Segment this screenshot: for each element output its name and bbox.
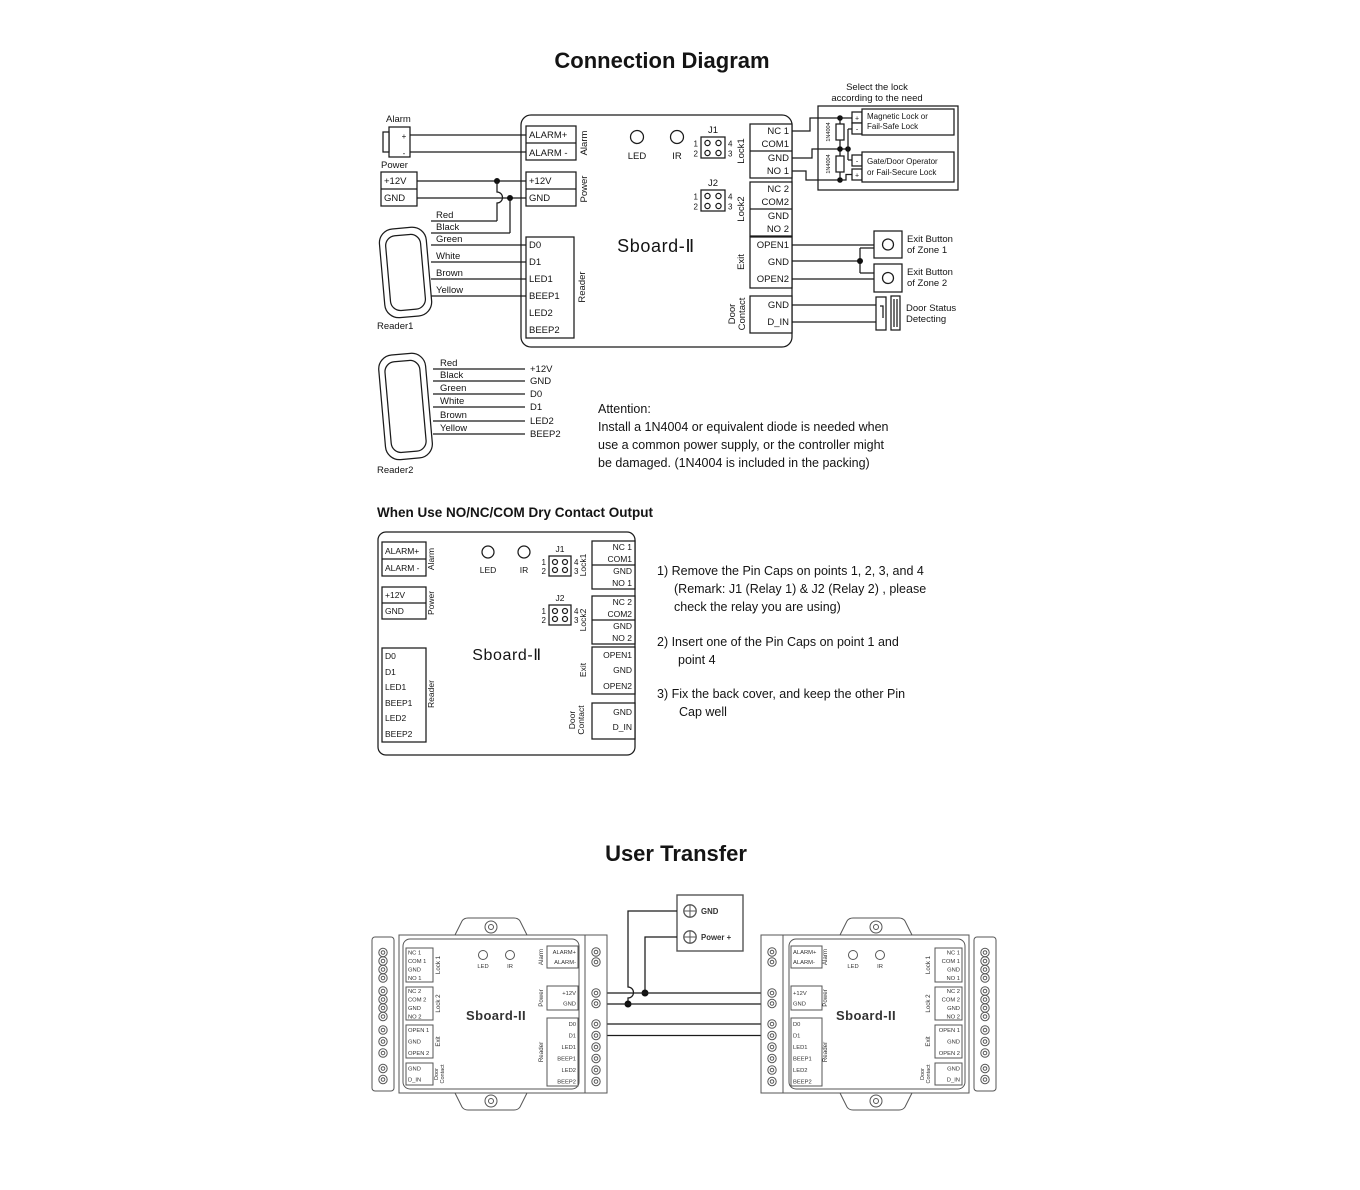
group-label-reader: Reader: [577, 271, 588, 303]
attention-title: Attention:: [598, 402, 651, 416]
terminal-label: NO 1: [408, 976, 422, 982]
wire-color-label: Red: [440, 358, 458, 369]
terminal-label: NC 2: [612, 597, 632, 607]
terminal-label: LED1: [385, 682, 407, 692]
terminal-label: NO 2: [946, 1014, 960, 1021]
group-label-lock1: Lock1: [578, 553, 588, 577]
terminal-label: BEEP1: [793, 1056, 812, 1063]
group-label-power: Power: [822, 989, 829, 1007]
terminal-label: GND: [793, 1001, 806, 1008]
instruction-step3: 3) Fix the back cover, and keep the other Pin: [657, 687, 906, 701]
minus-sign: -: [402, 149, 406, 158]
wire-color-label: Yellow: [440, 423, 468, 434]
terminal-label: NC 1: [612, 542, 632, 552]
group-label-exit: Exit: [578, 662, 588, 678]
user-transfer-title: User Transfer: [605, 841, 747, 866]
pin-number: 3: [728, 149, 733, 159]
terminal-label: LED1: [793, 1045, 808, 1051]
terminal-label: NC 1: [408, 950, 422, 957]
terminal-label: OPEN1: [756, 240, 789, 251]
main-controller-board: [521, 115, 792, 347]
dry-contact-board: [378, 532, 635, 755]
group-label-lock1: Lock 1: [925, 955, 932, 975]
terminal-label: D0: [529, 240, 542, 251]
terminal-label: NO 1: [946, 976, 960, 982]
select-note-line1: Select the lock: [846, 82, 908, 93]
group-label-reader: Reader: [538, 1041, 545, 1063]
board-name: Sboard-II: [836, 1008, 896, 1023]
diode-label: 1N4004: [826, 122, 832, 142]
lock-a-line1: Magnetic Lock or: [867, 112, 928, 121]
junction-power-label: Power +: [701, 933, 732, 942]
terminal-label: GND: [613, 566, 632, 576]
screw-terminal-icon: [684, 931, 696, 943]
led-label: LED: [479, 565, 497, 575]
j1-label: J1: [707, 125, 719, 136]
reader2-label: Reader2: [377, 465, 414, 476]
group-label-door-contact: Contact: [926, 1064, 932, 1084]
wire-color-label: Brown: [436, 268, 463, 279]
lock-b-line1: Gate/Door Operator: [867, 157, 938, 166]
group-label-lock1: Lock1: [736, 138, 747, 164]
terminal-label: GND: [384, 193, 406, 204]
diode-label: 1N4004: [826, 154, 832, 174]
terminal-label: GND: [563, 1001, 576, 1008]
minus-sign: -: [855, 158, 859, 166]
group-label-door: Door: [727, 303, 738, 325]
board-name: Sboard-Ⅱ: [617, 236, 695, 256]
minus-sign: -: [855, 126, 859, 134]
terminal-label: COM2: [761, 197, 789, 208]
lock-a-line2: Fail-Safe Lock: [867, 122, 919, 131]
pin-number: 2: [541, 567, 546, 576]
select-note-line2: according to the need: [831, 93, 923, 104]
terminal-label: LED1: [561, 1045, 576, 1051]
pin-number: 2: [693, 149, 698, 159]
attention-note: [598, 402, 889, 470]
pin-number: 4: [574, 607, 579, 616]
group-label-alarm: Alarm: [822, 948, 829, 966]
wire-target-label: +12V: [530, 364, 553, 375]
terminal-label: GND: [947, 1066, 960, 1073]
group-label-door: Door: [567, 710, 577, 730]
terminal-label: GND: [408, 1006, 421, 1012]
terminal-label: +12V: [384, 176, 407, 187]
pin-number: 2: [693, 202, 698, 212]
instruction-step3-cont: Cap well: [679, 705, 727, 719]
terminal-label: +12V: [793, 991, 807, 997]
terminal-label: D_IN: [946, 1077, 960, 1084]
ir-label: IR: [672, 151, 682, 162]
pin-number: 3: [574, 616, 579, 625]
terminal-label: D_IN: [612, 722, 632, 732]
terminal-label: D1: [385, 667, 396, 677]
terminal-label: D_IN: [767, 317, 789, 328]
pin-number: 2: [541, 616, 546, 625]
terminal-label: GND: [408, 1066, 421, 1073]
plus-sign: +: [401, 132, 407, 141]
terminal-label: NC 2: [408, 989, 422, 995]
terminal-strip: [372, 937, 394, 1091]
terminal-label: NO 2: [766, 224, 789, 235]
screw-terminal-icon: [684, 905, 696, 917]
led-indicator-icon: [482, 546, 494, 558]
led-label: LED: [847, 964, 859, 970]
reader2: [377, 352, 561, 476]
right-module: [761, 918, 996, 1110]
wire-target-label: BEEP2: [530, 429, 561, 440]
terminal-label: NO 2: [408, 1014, 422, 1021]
wire-target-label: D0: [530, 389, 543, 400]
terminal-label: NC 1: [946, 950, 960, 957]
group-label-exit: Exit: [435, 1036, 442, 1047]
junction-gnd-label: GND: [701, 907, 719, 916]
wire-color-label: Green: [436, 234, 463, 245]
left-module: [372, 918, 607, 1110]
terminal-label: LED2: [561, 1068, 576, 1074]
door-status-line2: Detecting: [906, 314, 947, 325]
pin-number: 1: [541, 607, 546, 616]
terminal-label: GND: [947, 1006, 960, 1012]
terminal-label: COM1: [761, 139, 789, 150]
reader2-wires: [433, 358, 561, 440]
instruction-step1-cont: check the relay you are using): [674, 600, 841, 614]
dry-contact-heading: When Use NO/NC/COM Dry Contact Output: [377, 505, 653, 520]
terminal-label: GND: [613, 707, 632, 717]
group-label-door: Door: [920, 1068, 926, 1080]
wire-target-label: GND: [530, 376, 552, 387]
wire-color-label: Brown: [440, 410, 467, 421]
terminal-label: NC 2: [767, 184, 789, 195]
terminal-label: LED2: [385, 713, 407, 723]
wire-color-label: White: [440, 396, 465, 407]
group-label-door-contact: Contact: [576, 705, 586, 735]
terminal-label: BEEP2: [529, 325, 560, 336]
wire-color-label: White: [436, 251, 461, 262]
power-supply-label: Power: [381, 160, 408, 171]
terminal-label: +12V: [562, 991, 576, 997]
pin-number: 1: [693, 192, 698, 202]
group-label-reader: Reader: [426, 680, 436, 708]
group-label-lock2: Lock 2: [925, 994, 932, 1013]
terminal-label: BEEP1: [385, 698, 413, 708]
terminal-label: D1: [568, 1033, 576, 1040]
group-label-alarm: Alarm: [426, 547, 436, 571]
lock-selection: [792, 82, 958, 190]
instruction-step1: 1) Remove the Pin Caps on points 1, 2, 3, and 4: [657, 564, 924, 578]
door-status-line1: Door Status: [906, 303, 957, 314]
instruction-step2-cont: point 4: [678, 653, 716, 667]
terminal-label: ALARM+: [552, 950, 576, 956]
diode-1n4004-icon: [836, 124, 844, 140]
group-label-lock2: Lock2: [578, 608, 588, 632]
lock-b-line2: or Fail-Secure Lock: [867, 168, 937, 177]
reader1: [377, 210, 526, 332]
terminal-label: GND: [767, 211, 789, 222]
group-label-door-contact: Contact: [440, 1064, 446, 1084]
terminal-label: GND: [767, 300, 789, 311]
pin-number: 1: [541, 558, 546, 567]
j2-label: J2: [555, 593, 565, 603]
board-name: Sboard-II: [466, 1008, 526, 1023]
wire-target-label: D1: [530, 402, 543, 413]
pin-cap-instructions: [657, 564, 926, 719]
terminal-label: GND: [408, 1039, 421, 1046]
diode-1n4004-icon: [836, 156, 844, 172]
terminal-label: NO 1: [766, 166, 789, 177]
exit1-line2: of Zone 1: [907, 245, 948, 256]
terminal-label: ALARM+: [529, 130, 568, 141]
terminal-label: D0: [793, 1022, 801, 1028]
terminal-label: GND: [947, 967, 960, 974]
pin-number: 4: [728, 139, 733, 149]
terminal-label: OPEN 1: [408, 1028, 430, 1034]
wire-color-label: Green: [440, 383, 467, 394]
terminal-strip: [974, 937, 996, 1091]
terminal-label: LED2: [793, 1068, 808, 1074]
wire-color-label: Yellow: [436, 285, 464, 296]
exit1-line1: Exit Button: [907, 234, 953, 245]
terminal-label: GND: [767, 153, 789, 164]
terminal-label: D0: [385, 651, 396, 661]
alarm-device: [383, 114, 526, 158]
exit2-line2: of Zone 2: [907, 278, 948, 289]
group-label-door-contact: Contact: [737, 297, 748, 331]
ir-label: IR: [877, 964, 883, 970]
terminal-label: GND: [408, 967, 421, 974]
terminal-label: LED2: [529, 308, 553, 319]
terminal-label: ALARM-: [554, 960, 576, 966]
terminal-label: ALARM+: [385, 546, 420, 556]
terminal-label: +12V: [385, 590, 406, 600]
wire-color-label: Red: [436, 210, 454, 221]
pin-number: 3: [728, 202, 733, 212]
terminal-label: NC 1: [767, 126, 789, 137]
terminal-label: BEEP1: [557, 1056, 576, 1063]
group-label-lock1: Lock 1: [435, 955, 442, 975]
attention-line3: be damaged. (1N4004 is included in the packing): [598, 456, 870, 470]
terminal-label: BEEP2: [385, 729, 413, 739]
page-title: Connection Diagram: [554, 48, 770, 73]
reader1-label: Reader1: [377, 321, 414, 332]
terminal-label: GND: [385, 606, 404, 616]
plus-sign: +: [854, 172, 860, 180]
alarm-device-label: Alarm: [386, 114, 411, 125]
ir-indicator-icon: [671, 131, 684, 144]
terminal-label: GND: [767, 257, 789, 268]
group-label-power: Power: [426, 590, 436, 616]
terminal-label: OPEN2: [756, 274, 789, 285]
terminal-label: COM 2: [408, 997, 427, 1004]
terminal-label: OPEN 2: [938, 1051, 960, 1057]
terminal-label: +12V: [529, 176, 552, 187]
terminal-label: ALARM+: [793, 950, 817, 956]
group-label-alarm: Alarm: [579, 130, 590, 156]
terminal-label: D1: [793, 1033, 801, 1040]
ir-label: IR: [519, 565, 529, 575]
terminal-label: BEEP1: [529, 291, 560, 302]
attention-line1: Install a 1N4004 or equivalent diode is needed when: [598, 420, 889, 434]
terminal-label: COM1: [607, 554, 632, 564]
led-label: LED: [477, 964, 489, 970]
terminal-label: OPEN2: [603, 681, 632, 691]
exit-buttons: [792, 231, 953, 292]
terminal-label: ALARM-: [793, 960, 815, 966]
group-label-alarm: Alarm: [538, 948, 545, 966]
terminal-label: COM 1: [408, 959, 427, 965]
instruction-step2: 2) Insert one of the Pin Caps on point 1 and: [657, 635, 899, 649]
terminal-label: ALARM -: [385, 563, 420, 573]
terminal-label: D0: [568, 1022, 576, 1028]
ir-label: IR: [507, 964, 513, 970]
door-status-sensor: [792, 296, 956, 330]
j2-label: J2: [707, 178, 719, 189]
terminal-label: NO 1: [612, 578, 632, 588]
group-label-exit: Exit: [736, 254, 747, 270]
terminal-label: COM2: [607, 609, 632, 619]
group-label-power: Power: [579, 175, 590, 203]
terminal-label: LED1: [529, 274, 553, 285]
group-label-power: Power: [538, 989, 545, 1007]
terminal-label: D1: [529, 257, 542, 268]
terminal-label: D_IN: [408, 1077, 422, 1084]
wire-color-label: Black: [440, 370, 464, 381]
terminal-label: COM 1: [941, 959, 960, 965]
terminal-label: NO 2: [612, 633, 632, 643]
instruction-step1-cont: (Remark: J1 (Relay 1) & J2 (Relay 2) , please: [674, 582, 927, 596]
pin-number: 3: [574, 567, 579, 576]
terminal-label: GND: [613, 665, 632, 675]
pin-number: 4: [574, 558, 579, 567]
terminal-label: NC 2: [946, 989, 960, 995]
j1-label: J1: [555, 544, 565, 554]
terminal-label: GND: [613, 621, 632, 631]
reader1-wires: [431, 210, 526, 296]
terminal-label: GND: [529, 193, 551, 204]
terminal-label: COM 2: [941, 997, 960, 1004]
led-indicator-icon: [631, 131, 644, 144]
terminal-label: ALARM -: [529, 148, 568, 159]
board-name: Sboard-Ⅱ: [472, 647, 542, 664]
exit2-line1: Exit Button: [907, 267, 953, 278]
wire-color-label: Black: [436, 222, 460, 233]
group-label-lock2: Lock 2: [435, 994, 442, 1013]
terminal-label: OPEN 1: [938, 1028, 960, 1034]
wire-target-label: LED2: [530, 416, 554, 427]
power-junction-box: [677, 895, 743, 951]
ir-indicator-icon: [518, 546, 530, 558]
terminal-label: BEEP2: [557, 1079, 576, 1086]
plus-sign: +: [854, 115, 860, 123]
group-label-door: Door: [434, 1068, 440, 1080]
led-label: LED: [627, 151, 647, 162]
group-label-exit: Exit: [925, 1036, 932, 1047]
terminal-label: OPEN1: [603, 650, 632, 660]
group-label-reader: Reader: [822, 1041, 829, 1063]
group-label-lock2: Lock2: [736, 196, 747, 222]
terminal-label: GND: [947, 1039, 960, 1046]
attention-line2: use a common power supply, or the controller might: [598, 438, 885, 452]
terminal-label: OPEN 2: [408, 1051, 430, 1057]
pin-number: 1: [693, 139, 698, 149]
terminal-label: BEEP2: [793, 1079, 812, 1086]
pin-number: 4: [728, 192, 733, 202]
